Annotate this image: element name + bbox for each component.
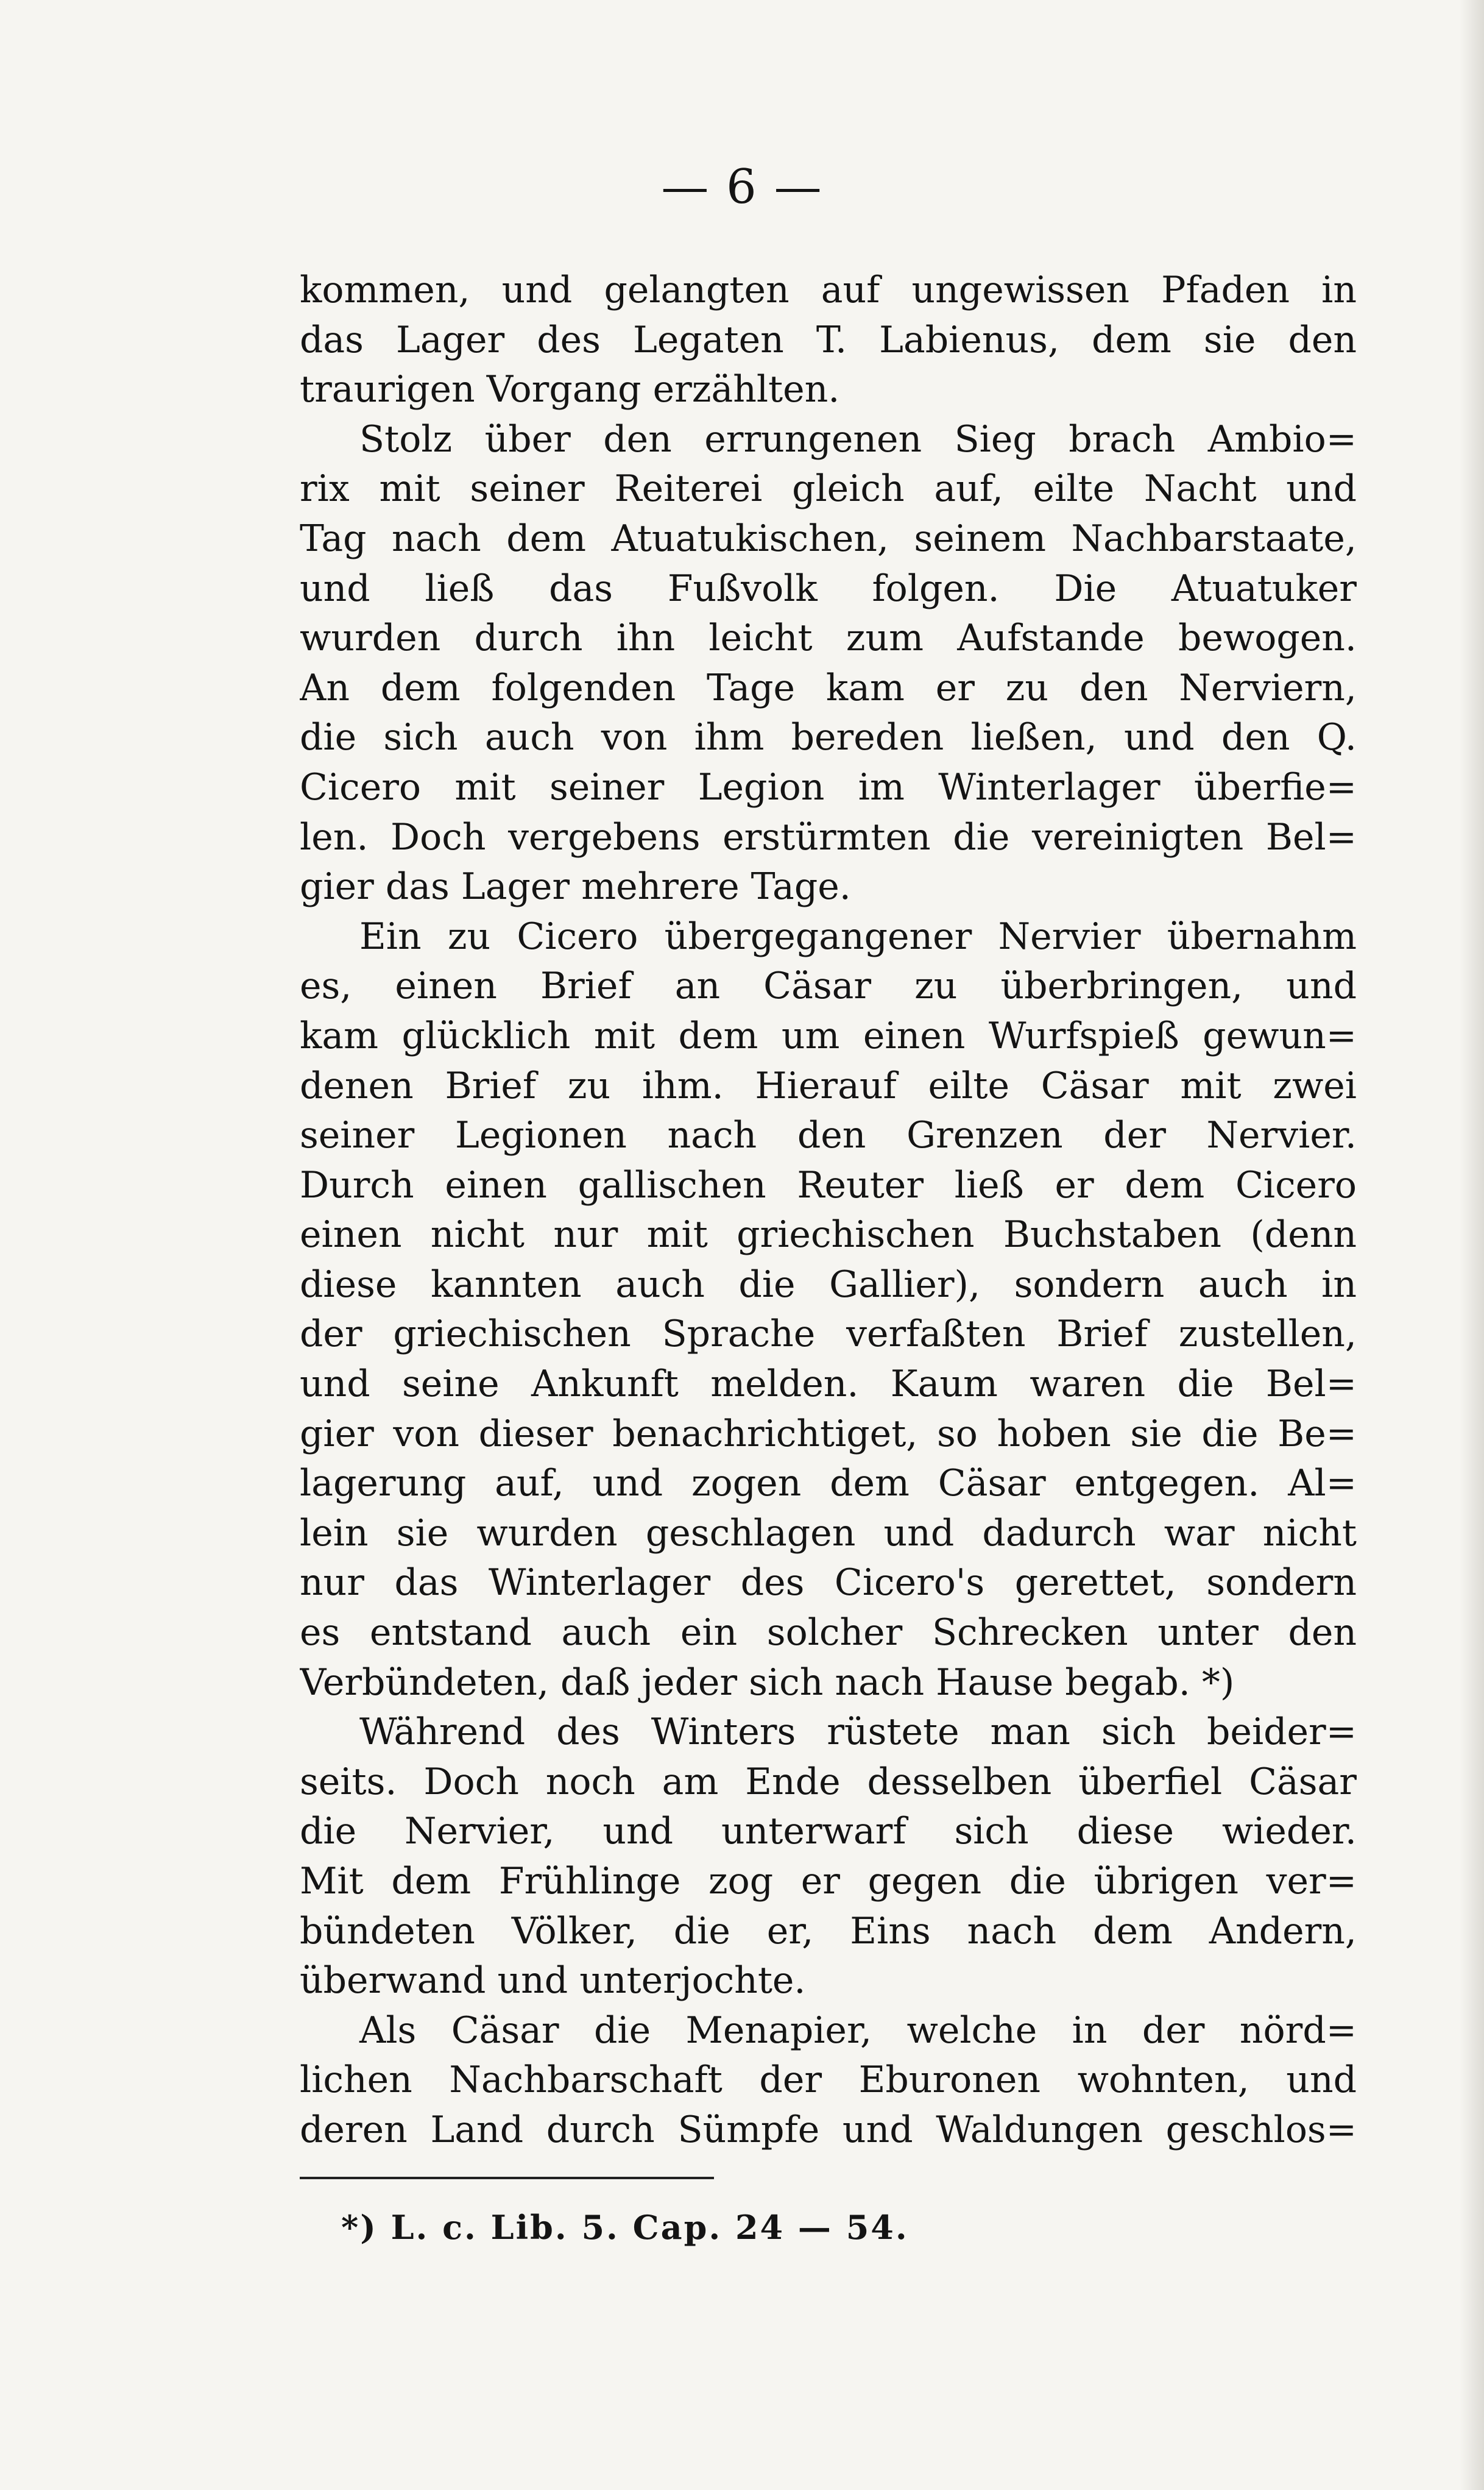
text-line: traurigen Vorgang erzählten. [300,368,840,411]
text-line: gier von dieser benachrichtiget, so hoben sie die Be= [300,1412,1357,1455]
text-line: nur das Winterlager des Cicero's gerettet, sondern [300,1561,1357,1605]
text-line: rix mit seiner Reiterei gleich auf, eilte Nacht und [300,467,1357,511]
text-line: Als Cäsar die Menapier, welche in der nörd= [359,2009,1357,2052]
text-line: bündeten Völker, die er, Eins nach dem Andern, [300,1909,1357,1953]
page-edge-shadow [1460,0,1484,2490]
body-text [300,266,1357,2155]
text-line: seiner Legionen nach den Grenzen der Nervier. [300,1114,1357,1157]
text-line: Während des Winters rüstete man sich beider= [359,1711,1357,1754]
text-line: Durch einen gallischen Reuter ließ er dem Cicero [300,1163,1357,1207]
text-line: kam glücklich mit dem um einen Wurfspieß gewun= [300,1014,1357,1057]
text-line: lichen Nachbarschaft der Eburonen wohnten, und [300,2059,1357,2102]
text-line: lein sie wurden geschlagen und dadurch war nicht [300,1511,1357,1555]
text-line: Verbündeten, daß jeder sich nach Hause begab. *) [300,1661,1235,1704]
text-line: überwand und unterjochte. [300,1959,806,2002]
text-line: Stolz über den errungenen Sieg brach Ambio= [359,417,1357,461]
text-line: es, einen Brief an Cäsar zu überbringen, und [300,965,1357,1008]
text-line: len. Doch vergebens erstürmten die vereinigten Bel= [300,815,1357,859]
text-line: Tag nach dem Atuatukischen, seinem Nachbarstaate, [300,517,1357,560]
text-line: das Lager des Legaten T. Labienus, dem sie den [300,318,1357,361]
text-line: und ließ das Fußvolk folgen. Die Atuatuker [300,567,1357,610]
text-line: die Nervier, und unterwarf sich diese wieder. [300,1810,1357,1853]
footnote-divider [300,2177,714,2179]
text-line: und seine Ankunft melden. Kaum waren die Bel= [300,1363,1357,1406]
text-line: Mit dem Frühlinge zog er gegen die übrigen ver= [300,1860,1357,1903]
text-line: denen Brief zu ihm. Hierauf eilte Cäsar mit zwei [300,1064,1357,1107]
text-line: einen nicht nur mit griechischen Buchstaben (denn [300,1213,1357,1257]
text-line: kommen, und gelangten auf ungewissen Pfaden in [300,269,1357,311]
text-line: diese kannten auch die Gallier), sondern auch in [300,1263,1357,1306]
text-line: wurden durch ihn leicht zum Aufstande bewogen. [300,617,1357,660]
text-line: gier das Lager mehrere Tage. [300,865,851,909]
text-line: der griechischen Sprache verfaßten Brief zustellen, [300,1313,1357,1356]
text-line: deren Land durch Sümpfe und Waldungen geschlos= [300,2108,1357,2151]
footnote: *) L. c. Lib. 5. Cap. 24 — 54. [341,2208,909,2247]
text-line: Ein zu Cicero übergegangener Nervier übernahm [359,915,1357,958]
text-line: Cicero mit seiner Legion im Winterlager überfie= [300,765,1357,809]
page-number: — 6 — [661,160,823,215]
text-line: An dem folgenden Tage kam er zu den Nerviern, [300,666,1357,709]
text-line: es entstand auch ein solcher Schrecken unter den [300,1611,1357,1655]
text-line: die sich auch von ihm bereden ließen, und den Q. [300,716,1357,759]
text-line: lagerung auf, und zogen dem Cäsar entgegen. Al= [300,1462,1357,1505]
text-line: seits. Doch noch am Ende desselben überfiel Cäsar [300,1760,1357,1803]
